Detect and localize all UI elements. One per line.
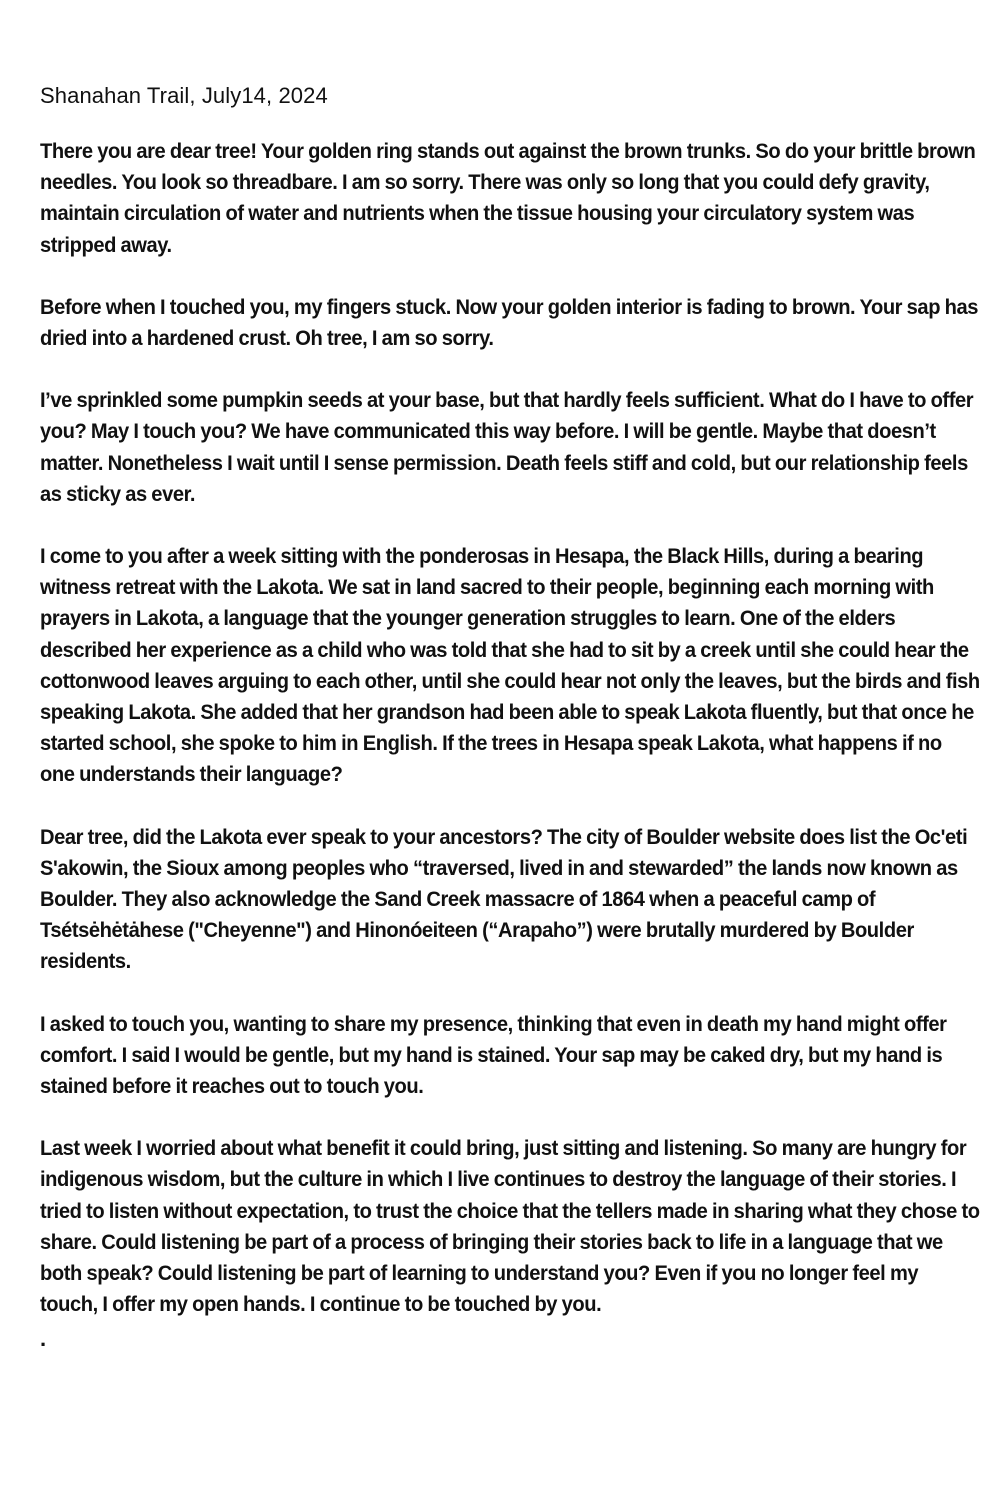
paragraph-4: I come to you after a week sitting with the ponderosas in Hesapa, the Black Hills, during a bearing witness retreat with the Lakota. We sat in land sacred to their people, beginning each morning with prayers in Lakota, a language that the younger generation struggles to learn. One of the elders described her experience as a child who was told that she had to sit by a creek until she could hear the cottonwood leaves arguing to each other, until she could hear not only the leaves, but the birds and fish speaking Lakota. She added that her grandson had been able to speak Lakota fluently, but that once he started school, she spoke to him in English. If the trees in Hesapa speak Lakota, what happens if no one understands their language? [40, 544, 980, 787]
paragraph-1: There you are dear tree! Your golden ring stands out against the brown trunks. So do your brittle brown needles. You look so threadbare. I am so sorry. There was only so long that you could defy gravity, maintain circulation of water and nutrients when the tissue housing your circulatory system was stripped away. [40, 139, 976, 257]
paragraph-6: I asked to touch you, wanting to share my presence, thinking that even in death my hand might offer comfort. I said I would be gentle, but my hand is stained. Your sap may be caked dry, but my hand is stained before it reaches out to touch you. [40, 1011, 947, 1099]
document-title: Shanahan Trail, July14, 2024 [40, 83, 328, 108]
trailing-period: . [40, 1325, 47, 1351]
document-page [40, 78, 980, 1353]
paragraph-2: Before when I touched you, my fingers stuck. Now your golden interior is fading to brown. Your sap has dried into a hardened crust. Oh tree, I am so sorry. [40, 294, 979, 351]
paragraph-7: Last week I worried about what benefit it could bring, just sitting and listening. So many are hungry for indigenous wisdom, but the culture in which I live continues to destroy the language of their stories. I tried to listen without expectation, to trust the choice that the tellers made in sharing what they chose to share. Could listening be part of a process of bringing their stories back to life in a language that we both speak? Could listening be part of learning to understand you? Even if you no longer feel my touch, I offer my open hands. I continue to be touched by you. [40, 1136, 980, 1317]
paragraph-3: I’ve sprinkled some pumpkin seeds at your base, but that hardly feels sufficient. What do I have to offer you? May I touch you? We have communicated this way before. I will be gentle. Maybe that doesn’t matter. Nonetheless I wait until I sense permission. Death feels stiff and cold, but our relationship feels as sticky as ever. [40, 388, 974, 506]
paragraph-5: Dear tree, did the Lakota ever speak to your ancestors? The city of Boulder website does list the Oc'eti S'akowin, the Sioux among peoples who “traversed, lived in and stewarded” the lands now known as Boulder. They also acknowledge the Sand Creek massacre of 1864 when a peaceful camp of Tsétsėhėtȧhese ("Cheyenne") and Hinonóeiteen (“Arapaho”) were brutally murdered by Boulder residents. [40, 824, 968, 974]
